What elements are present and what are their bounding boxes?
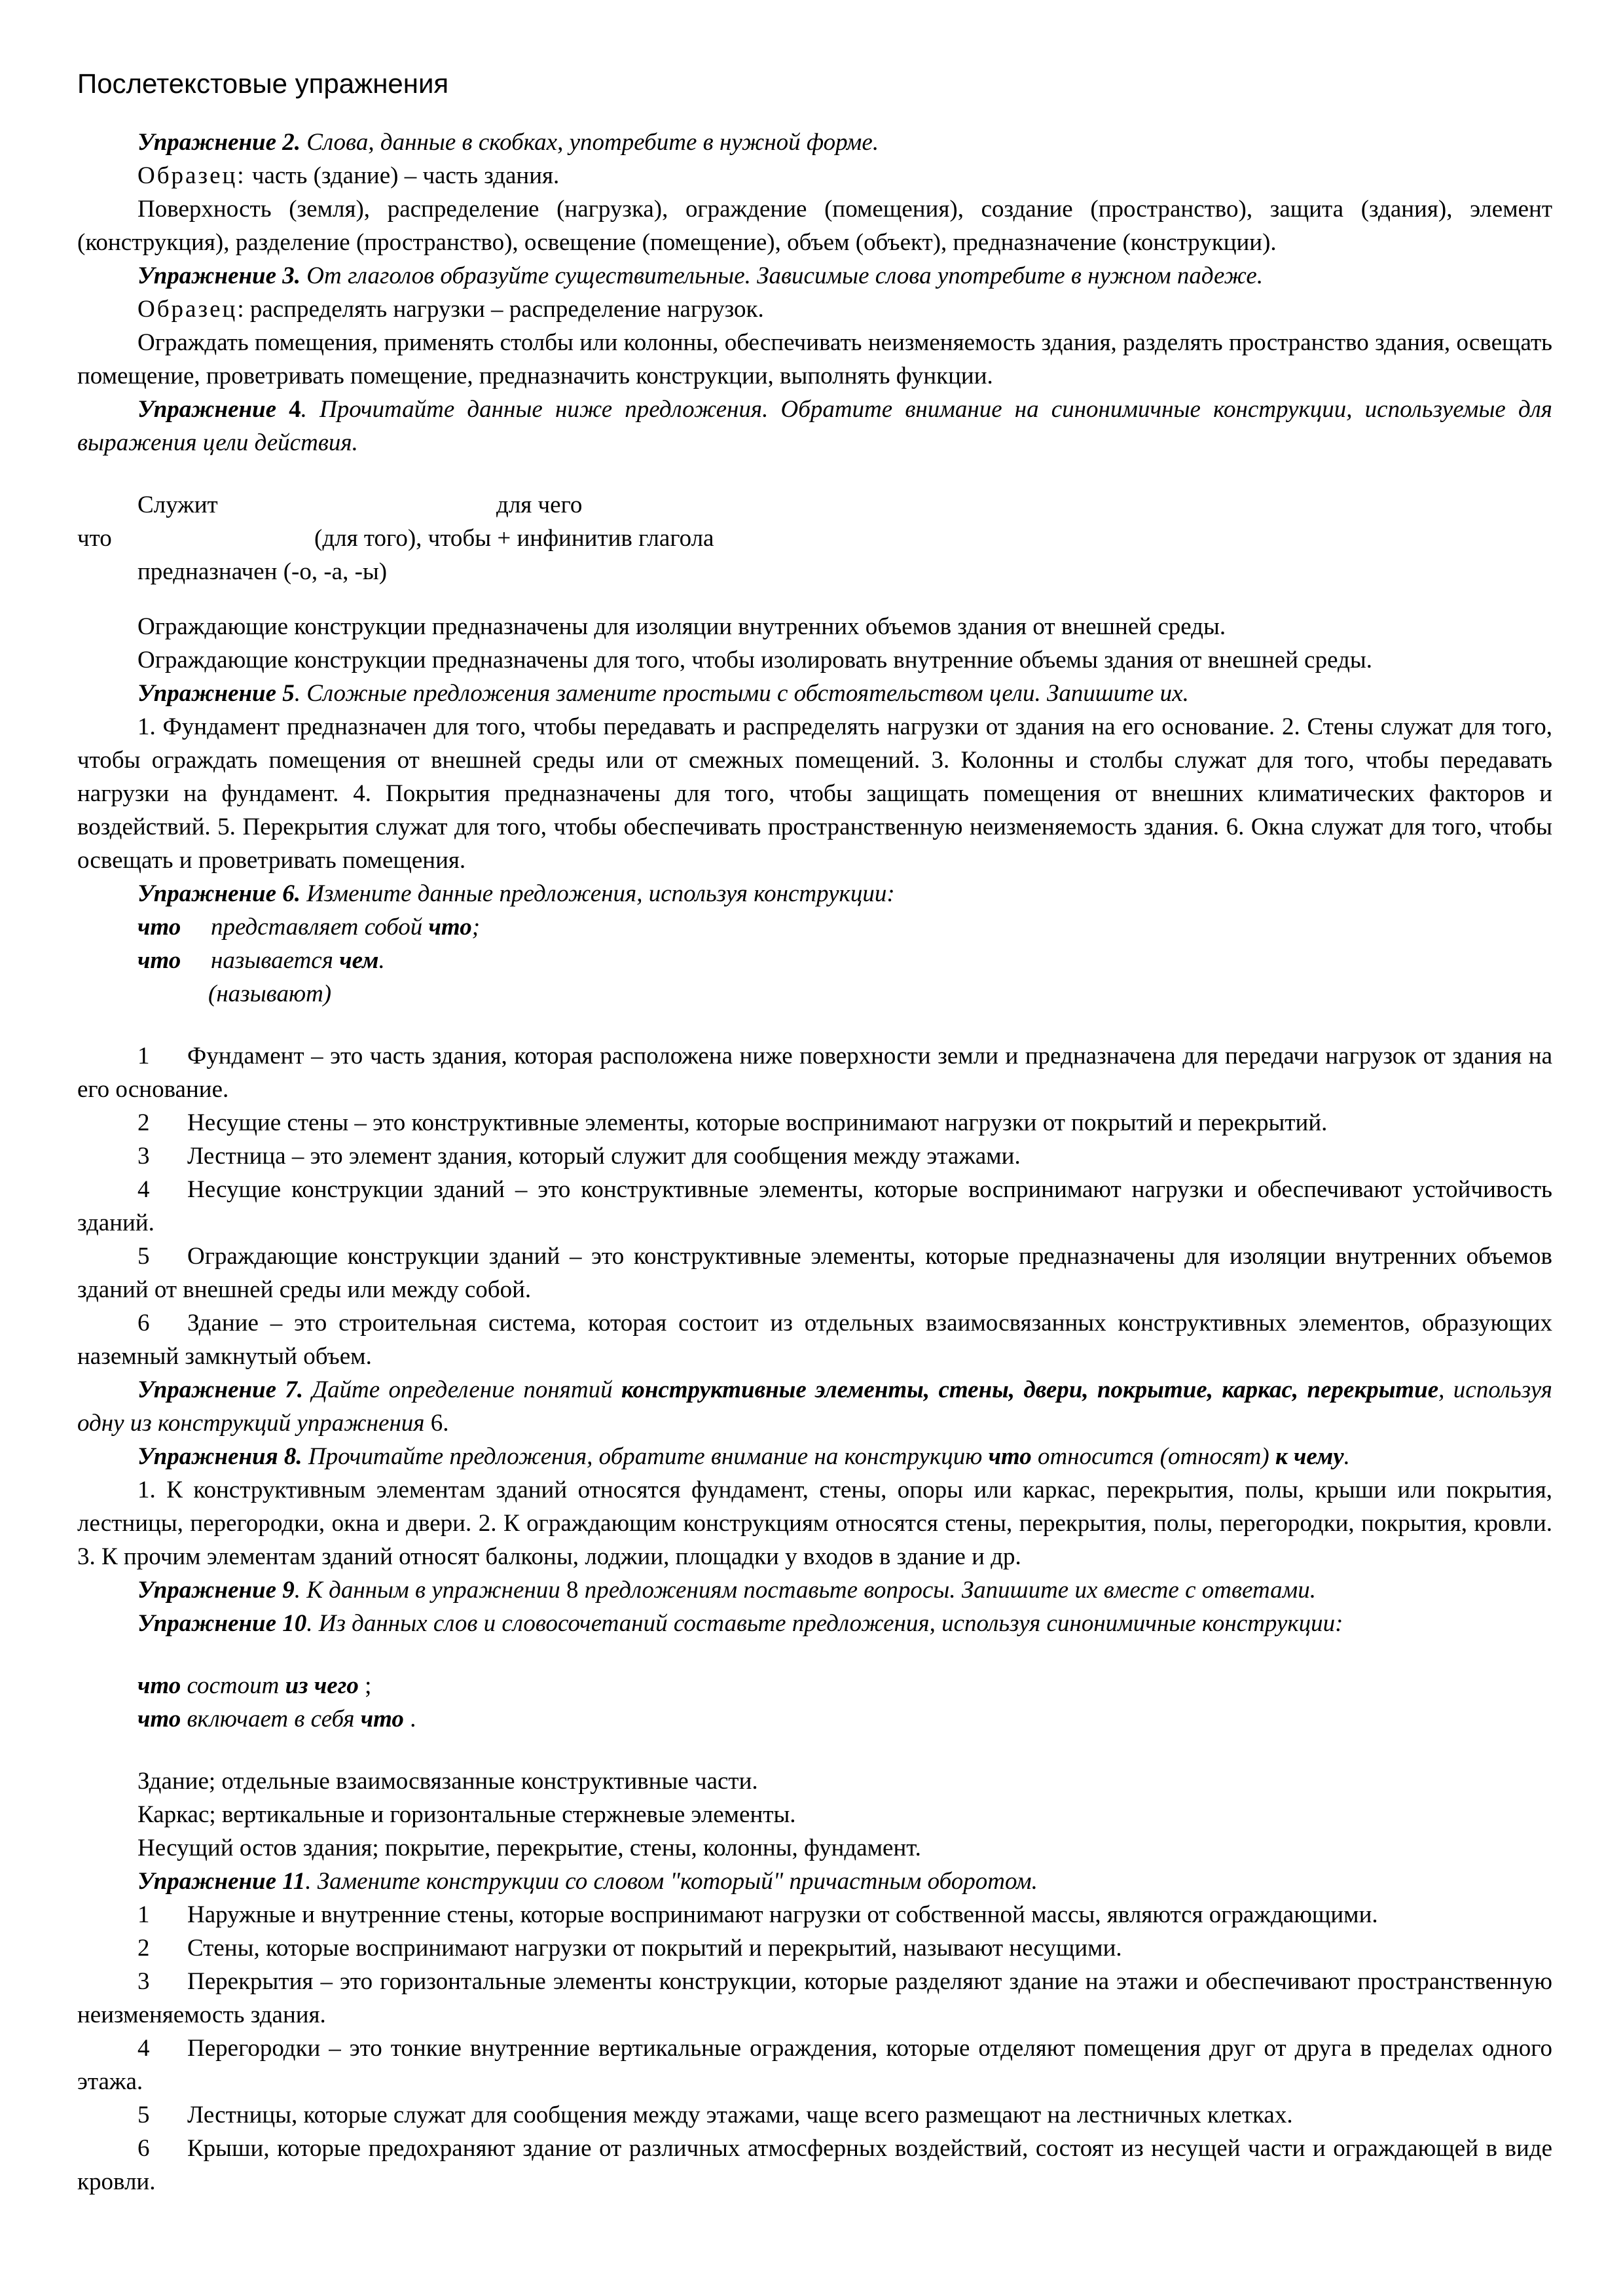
exercise-label: Упражнение 6. (137, 880, 301, 907)
scheme-serves: Служит (137, 492, 218, 518)
list-item: 6 Здание – это строительная система, которая состоит из отдельных взаимосвязанных конструктивных элементов, образующих наземный замкнутый объем. (77, 1310, 1552, 1370)
exercise-label: Упражнение 3. (137, 262, 301, 289)
exercise-6-list (77, 1039, 1552, 1373)
exercise-4-heading (77, 393, 1552, 459)
list-item: 4 Несущие конструкции зданий – это конструктивные элементы, которые воспринимают нагрузки и обеспечивают устойчивость зданий. (77, 1176, 1552, 1236)
exercise-4-example-2: Ограждающие конструкции предназначены для того, чтобы изолировать внутренние объемы здания от внешней среды. (137, 647, 1372, 673)
exercise-2-sample (77, 159, 1552, 192)
exercise-7-terms: конструктивные элементы, стены, двери, покрытие, каркас, перекрытие (621, 1376, 1439, 1403)
construction-3: (называют) (208, 980, 332, 1007)
exercise-8-text: 1. К конструктивным элементам зданий относятся фундамент, стены, опоры или каркас, перекрытия, полы, крыши или покрытия, лестницы, перегородки, окна и двери. 2. К ограждающим конструкциям относятся стены, перекрытия, полы, перегородки, покрытия, кровли. 3. К прочим элементам зданий относят балконы, лоджии, площадки у входов в здание и др. (77, 1477, 1552, 1570)
construction-consists: что состоит из чего ; (137, 1672, 372, 1699)
scheme-intended: предназначен (-о, -а, -ы) (137, 558, 388, 585)
scheme-what: что (77, 525, 112, 552)
scheme-formula: (для того), чтобы + инфинитив глагола (314, 525, 714, 552)
list-item: 1 Наружные и внутренние стены, которые воспринимают нагрузки от собственной массы, являются ограждающими. (137, 1901, 1378, 1928)
exercise-3-sample (77, 293, 1552, 326)
sample-label: Образец: (137, 162, 246, 189)
sample-text: часть (здание) – часть здания. (246, 162, 560, 189)
exercise-7-heading: Упражнение 7. Дайте определение понятий конструктивные элементы, стены, двери, покрытие, каркас, перекрытие, используя одну из конструкций упражнения 6. (77, 1376, 1552, 1437)
exercise-label: Упражнение 10 (137, 1610, 307, 1637)
exercise-task: . Сложные предложения замените простыми с обстоятельством цели. Запишите их. (294, 680, 1189, 707)
exercise-label: Упражнения 8. (137, 1443, 302, 1470)
exercise-label: Упражнение 4 (137, 396, 301, 423)
sample-text: : распределять нагрузки – распределение нагрузок. (237, 296, 764, 323)
exercise-label: Упражнение 11 (137, 1868, 306, 1895)
list-item: 3 Лестница – это элемент здания, который служит для сообщения между этажами. (137, 1143, 1021, 1170)
exercise-5-text: 1. Фундамент предназначен для того, чтобы передавать и распределять нагрузки от здания на его основание. 2. Стены служат для того, чтобы ограждать помещения от внешней среды или от смежных помещений. 3. Колонны и столбы служат для того, чтобы передавать нагрузки на фундамент. 4. Покрытия предназначены для того, чтобы защищать помещения от внешних климатических факторов и воздействий. 5. Перекрытия служат для того, чтобы обеспечивать пространственную неизменяемость здания. 6. Окна служат для того, чтобы освещать и проветривать помещения. (77, 713, 1552, 874)
exercise-label: Упражнение 5 (137, 680, 295, 707)
exercise-2-heading (77, 126, 1552, 159)
exercise-label: Упражнение 7. (137, 1376, 304, 1403)
purpose-construction-scheme (77, 488, 1552, 593)
exercise-3-heading (77, 259, 1552, 293)
exercise-11-heading: Упражнение 11. Замените конструкции со словом "который" причастным оборотом. (137, 1868, 1038, 1895)
construction-includes: что включает в себя что . (137, 1706, 416, 1732)
exercise-task: Слова, данные в скобках, употребите в нужной форме. (301, 129, 879, 156)
list-item: 4 Перегородки – это тонкие внутренние вертикальные ограждения, которые отделяют помещения друг от друга в пределах одного этажа. (77, 2035, 1552, 2095)
list-item: 2 Несущие стены – это конструктивные элементы, которые воспринимают нагрузки от покрытий и перекрытий. (137, 1109, 1328, 1136)
construction-1: что представляет собой что; (137, 914, 481, 941)
list-item: 1 Фундамент – это часть здания, которая расположена ниже поверхности земли и предназначена для передачи нагрузок от здания на его основание. (77, 1043, 1552, 1103)
scheme-for-what: для чего (496, 492, 583, 518)
exercise-label: Упражнение 9 (137, 1577, 295, 1604)
exercise-11-list (77, 1898, 1552, 2198)
page-title: Послетекстовые упражнения (77, 68, 449, 99)
exercise-task: Измените данные предложения, используя конструкции: (301, 880, 895, 907)
exercise-3-text: Ограждать помещения, применять столбы или колонны, обеспечивать неизменяемость здания, разделять пространство здания, освещать помещение, проветривать помещение, предназначить конструкции, выполнять функции. (77, 329, 1552, 389)
sample-label: Образец (137, 296, 238, 323)
list-item: 3 Перекрытия – это горизонтальные элементы конструкции, которые разделяют здание на этажи и обеспечивают пространственную неизменяемость здания. (77, 1968, 1552, 2028)
exercise-8-heading: Упражнения 8. Прочитайте предложения, обратите внимание на конструкцию что относится (относят) к чему. (137, 1443, 1350, 1470)
exercise-2-text: Поверхность (земля), распределение (нагрузка), ограждение (помещения), создание (пространство), защита (здания), элемент (конструкция), разделение (пространство), освещение (помещение), объем (объект), предназначение (конструкции). (77, 196, 1552, 256)
exercise-10-line: Несущий остов здания; покрытие, перекрытие, стены, колонны, фундамент. (137, 1835, 921, 1861)
exercise-4-example-1: Ограждающие конструкции предназначены для изоляции внутренних объемов здания от внешней среды. (137, 613, 1226, 640)
exercise-10-line: Здание; отдельные взаимосвязанные конструктивные части. (137, 1768, 758, 1795)
exercise-5-heading (77, 677, 1552, 710)
list-item: 5 Лестницы, которые служат для сообщения между этажами, чаще всего размещают на лестничных клетках. (137, 2102, 1293, 2128)
list-item: 2 Стены, которые воспринимают нагрузки от покрытий и перекрытий, называют несущими. (137, 1935, 1122, 1962)
document-page (77, 65, 1552, 2198)
exercise-10-heading: Упражнение 10. Из данных слов и словосочетаний составьте предложения, используя синонимичные конструкции: (137, 1610, 1343, 1637)
exercise-6-heading (77, 877, 1552, 910)
exercise-label: Упражнение 2. (137, 129, 301, 156)
exercise-task: От глаголов образуйте существительные. Зависимые слова употребите в нужном падеже. (301, 262, 1264, 289)
list-item: 6 Крыши, которые предохраняют здание от различных атмосферных воздействий, состоят из несущей части и ограждающей в виде кровли. (77, 2135, 1552, 2195)
exercise-9-heading: Упражнение 9. К данным в упражнении 8 предложениям поставьте вопросы. Запишите их вместе с ответами. (137, 1577, 1316, 1604)
exercise-10-line: Каркас; вертикальные и горизонтальные стержневые элементы. (137, 1801, 796, 1828)
list-item: 5 Ограждающие конструкции зданий – это конструктивные элементы, которые предназначены для изоляции внутренних объемов зданий от внешней среды или между собой. (77, 1243, 1552, 1303)
construction-2: что называется чем. (137, 947, 385, 974)
exercise-task: . Прочитайте данные ниже предложения. Обратите внимание на синонимичные конструкции, используемые для выражения цели действия. (77, 396, 1553, 456)
